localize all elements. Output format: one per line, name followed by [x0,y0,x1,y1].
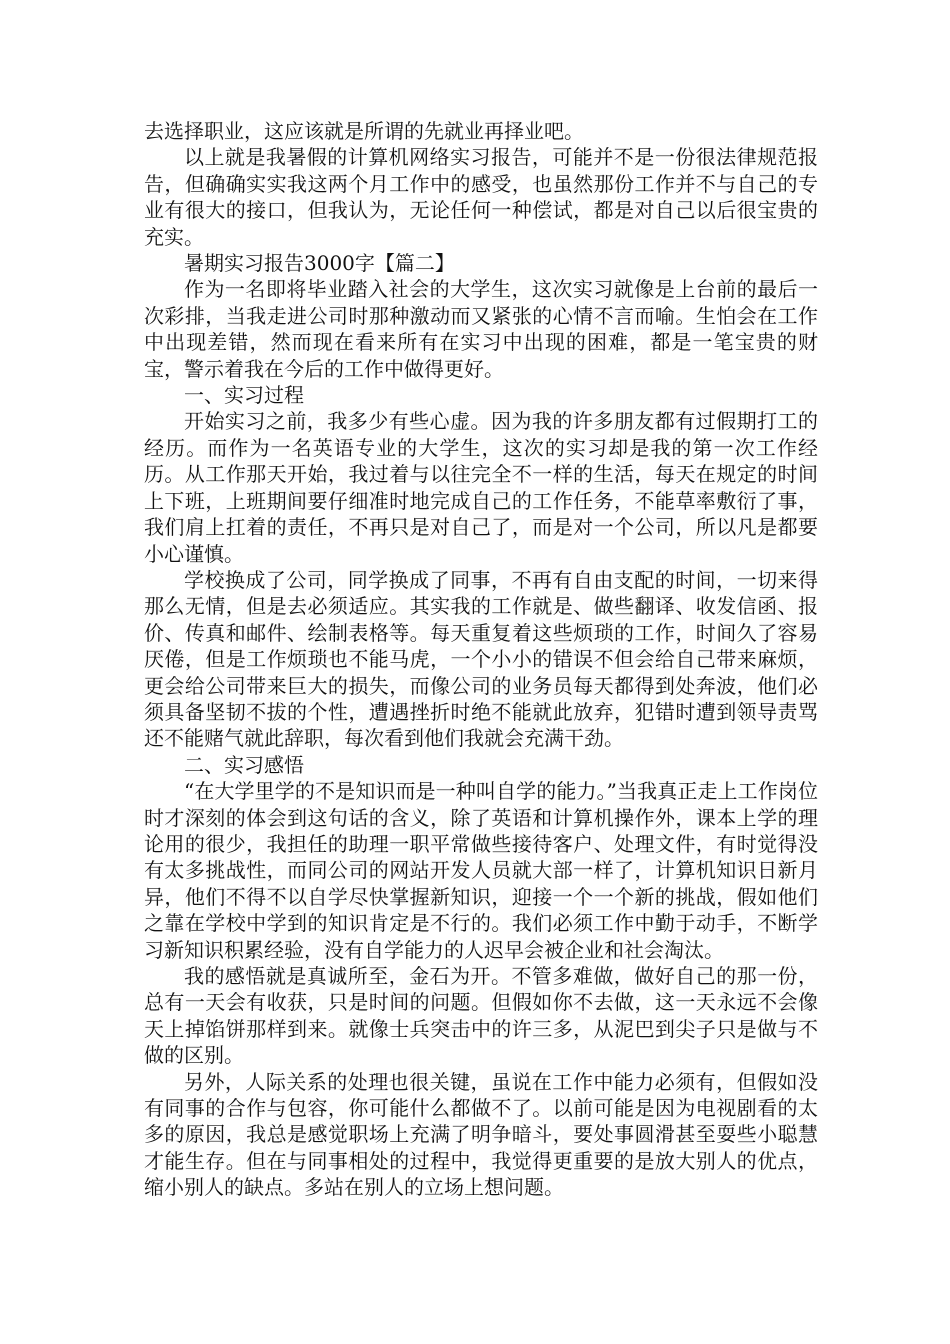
paragraph-summary: 以上就是我暑假的计算机网络实习报告，可能并不是一份很法律规范报告，但确确实实我这两个月工作中的感受，也虽然那份工作并不与自己的专业有很大的接口，但我认为，无论任何一种偿试，都是对自己以后很宝贵的充实。 [144,145,818,249]
heading-internship-process: 一、实习过程 [184,383,304,408]
paragraph-reflection-1: “在大学里学的不是知识而是一种叫自学的能力。”当我真正走上工作岗位时才深刻的体会到这句话的含义，除了英语和计算机操作外，课本上学的理论用的很少，我担任的助理一职平常做些接待客户、处理文件，有时觉得没有太多挑战性，而同公司的网站开发人员就大部一样了，计算机知识日新月异，他们不得不以自学尽快掌握新知识，迎接一个一个新的挑战，假如他们之靠在学校中学到的知识肯定是不行的。我们必须工作中勤于动手，不断学习新知识积累经验，没有自学能力的人迟早会被企业和社会淘汰。 [144,779,818,962]
paragraph-intro: 作为一名即将毕业踏入社会的大学生，这次实习就像是上台前的最后一次彩排，当我走进公司时那种激动而又紧张的心情不言而喻。生怕会在工作中出现差错，然而现在看来所有在实习中出现的困难，都是一笔宝贵的财宝，警示着我在今后的工作中做得更好。 [144,277,818,381]
paragraph-process-2: 学校换成了公司，同学换成了同事，不再有自由支配的时间，一切来得那么无情，但是去必须适应。其实我的工作就是、做些翻译、收发信函、报价、传真和邮件、绘制表格等。每天重复着这些烦琐的工作，时间久了容易厌倦，但是工作烦琐也不能马虎，一个小小的错误不但会给自己带来麻烦，更会给公司带来巨大的损失，而像公司的业务员每天都得到处奔波，他们必须具备坚韧不拔的个性，遭遇挫折时绝不能就此放弃，犯错时遭到领导责骂还不能赌气就此辞职，每次看到他们我就会充满干劲。 [144,567,818,751]
paragraph-reflection-3: 另外，人际关系的处理也很关键，虽说在工作中能力必须有，但假如没有同事的合作与包容，你可能什么都做不了。以前可能是因为电视剧看的太多的原因，我总是感觉职场上充满了明争暗斗，要处事圆滑甚至耍些小聪慧才能生存。但在与同事相处的过程中，我觉得更重要的是放大别人的优点，缩小别人的缺点。多站在别人的立场上想问题。 [144,1069,818,1200]
section-title-part-two: 暑期实习报告3000字【篇二】 [184,251,455,276]
paragraph-continuation: 去选择职业，这应该就是所谓的先就业再择业吧。 [144,119,584,143]
heading-internship-reflection: 二、实习感悟 [184,752,304,777]
document-page [144,118,818,1201]
paragraph-reflection-2: 我的感悟就是真诚所至，金石为开。不管多难做，做好自己的那一份，总有一天会有收获，只是时间的问题。但假如你不去做，这一天永远不会像天上掉馅饼那样到来。就像士兵突击中的许三多，从泥巴到尖子只是做与不做的区别。 [144,964,818,1068]
paragraph-process-1: 开始实习之前，我多少有些心虚。因为我的许多朋友都有过假期打工的经历。而作为一名英语专业的大学生，这次的实习却是我的第一次工作经历。从工作那天开始，我过着与以往完全不一样的生活，每天在规定的时间上下班，上班期间要仔细准时地完成自己的工作任务，不能草率敷衍了事，我们肩上扛着的责任，不再只是对自己了，而是对一个公司，所以凡是都要小心谨慎。 [144,409,818,566]
